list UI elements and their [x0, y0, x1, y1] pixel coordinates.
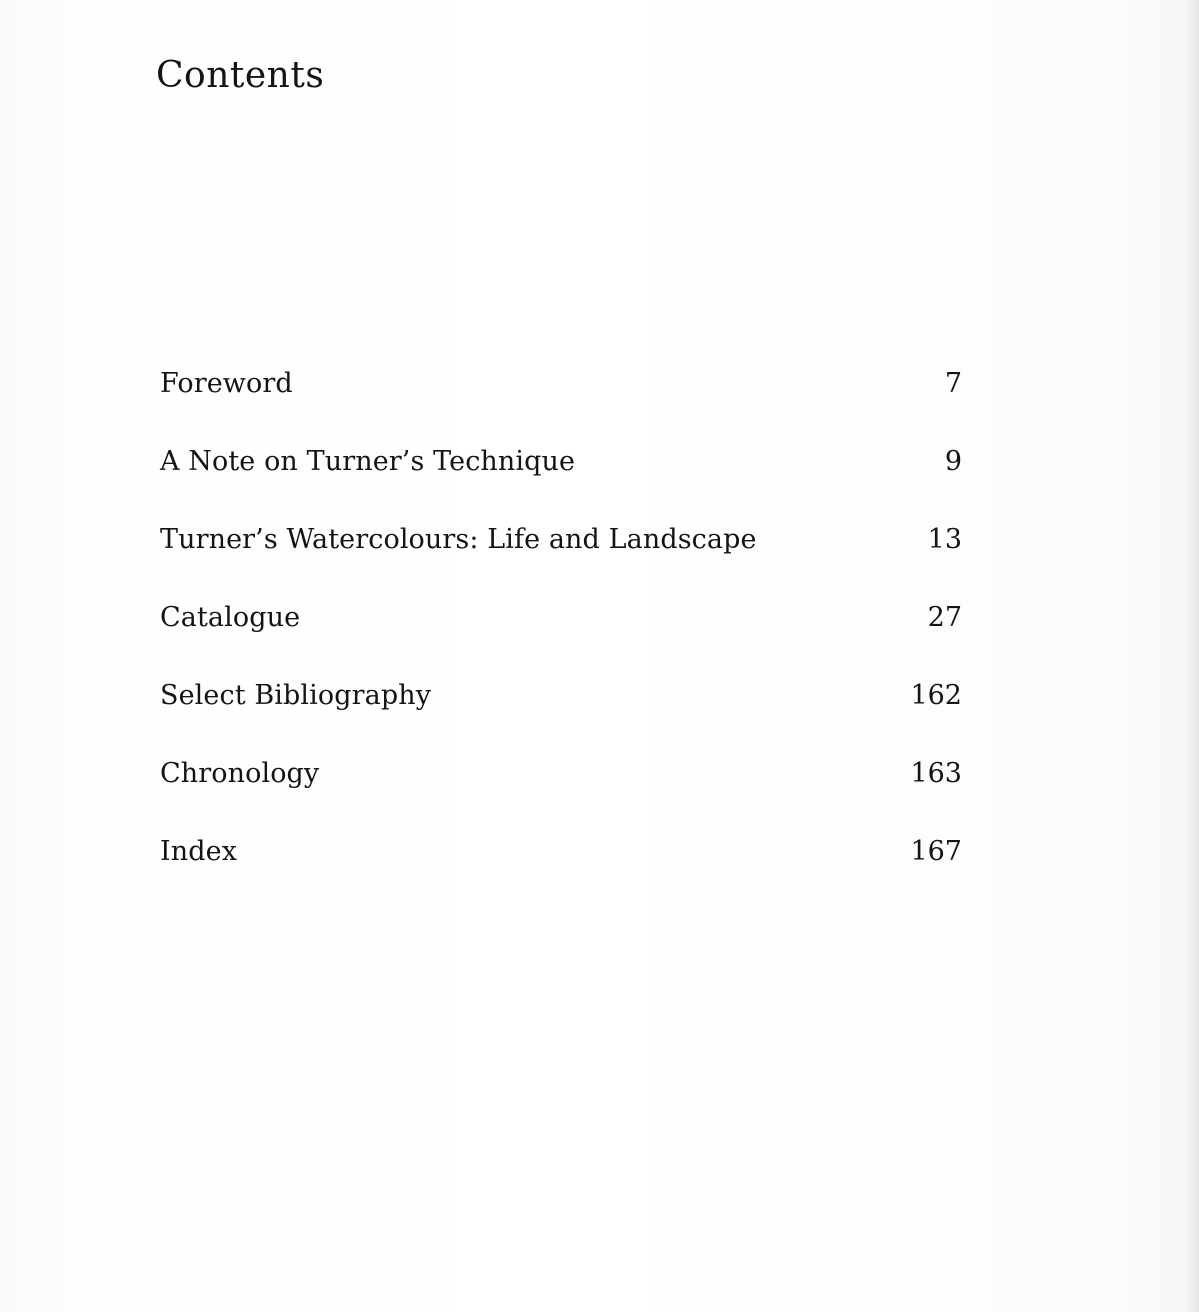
toc-entry-watercolours[interactable]	[160, 520, 962, 598]
page-edge-shadow	[1185, 0, 1199, 1312]
toc-entry-page-number: 7	[944, 368, 962, 399]
toc-entry-title: Foreword	[160, 368, 293, 399]
toc-entry-page-number: 162	[910, 680, 962, 711]
toc-entry-foreword[interactable]	[160, 364, 962, 442]
toc-entry-title: A Note on Turner’s Technique	[160, 446, 576, 477]
toc-entry-bibliography[interactable]	[160, 676, 962, 754]
toc-entry-page-number: 163	[910, 758, 962, 789]
toc-entry-page-number: 13	[927, 524, 962, 555]
toc-entry-chronology[interactable]	[160, 754, 962, 832]
toc-entry-title: Chronology	[160, 758, 320, 789]
toc-entry-catalogue[interactable]	[160, 598, 962, 676]
toc-entry-page-number: 9	[944, 446, 962, 477]
toc-entry-title: Select Bibliography	[160, 680, 432, 711]
table-of-contents	[160, 364, 962, 910]
toc-entry-title: Catalogue	[160, 602, 301, 633]
toc-entry-title: Turner’s Watercolours: Life and Landscape	[160, 524, 757, 555]
toc-entry-page-number: 167	[910, 836, 962, 867]
toc-entry-technique-note[interactable]	[160, 442, 962, 520]
toc-entry-page-number: 27	[927, 602, 962, 633]
page-title: Contents	[156, 55, 325, 96]
toc-entry-title: Index	[160, 836, 238, 867]
toc-entry-index[interactable]	[160, 832, 962, 910]
